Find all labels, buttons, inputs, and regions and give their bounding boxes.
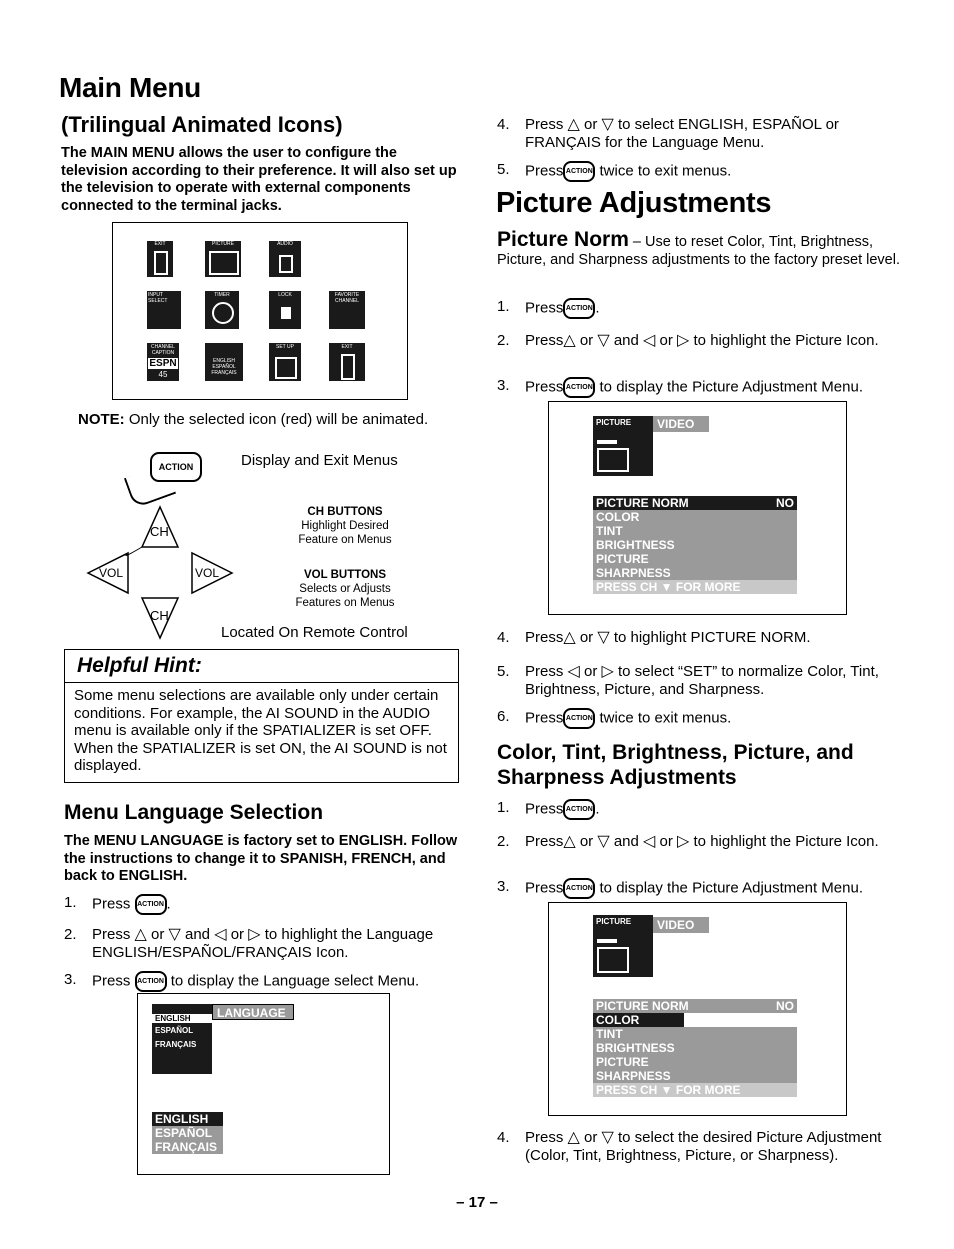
ch-up-label: CH	[150, 524, 169, 539]
picture-menu-list	[593, 496, 797, 594]
language-intro: The MENU LANGUAGE is factory set to ENGLISH. Follow the instructions to change it to SPANISH, FRENCH, and back to ENGLISH.	[64, 833, 458, 884]
audio-icon: AUDIO	[269, 241, 301, 277]
exit-icon: EXIT	[147, 241, 173, 277]
action-button-icon: ACTION	[135, 894, 167, 915]
action-button-icon: ACTION	[563, 161, 595, 182]
vol-right-icon: ▷	[248, 926, 261, 944]
action-button-icon: ACTION	[135, 971, 167, 992]
row-picture-norm: PICTURE NORM NO	[593, 999, 797, 1013]
row-footer: PRESS CH ▼ FOR MORE	[593, 1083, 797, 1097]
vol-left-icon: ◁	[214, 926, 227, 944]
option-espanol: ESPAÑOL	[152, 1126, 223, 1140]
row-color: COLOR	[593, 510, 797, 524]
row-color: COLOR	[593, 1013, 684, 1027]
ch-down-icon: ▽	[168, 926, 181, 944]
ch-down-icon: ▽	[601, 116, 614, 134]
exit-icon-2: EXIT	[329, 343, 365, 381]
action-button-icon: ACTION	[563, 708, 595, 729]
input-select-icon: INPUT SELECT	[147, 291, 181, 329]
menu-language-title: Menu Language Selection	[64, 801, 324, 824]
picture-adjustments-title: Picture Adjustments	[496, 187, 772, 219]
row-sharpness: SHARPNESS	[593, 566, 797, 580]
ch-up-icon: △	[567, 1129, 580, 1147]
section-subtitle: (Trilingual Animated Icons)	[61, 112, 343, 137]
display-exit-label: Display and Exit Menus	[241, 452, 398, 469]
located-label: Located On Remote Control	[221, 624, 408, 641]
picture-menu-screen-2	[548, 902, 847, 1116]
picture-icon: PICTURE	[205, 241, 241, 277]
page-number: – 17 –	[456, 1194, 498, 1211]
helpful-hint-box	[64, 649, 459, 783]
action-button-icon: ACTION	[563, 377, 595, 398]
hint-text: Some menu selections are available only under certain conditions. For example, the AI SOUND in the AUDIO menu is available only if the SPATIALIZER is set OFF. When the SPATIALIZER is set ON, the AI SOUND is not displayed.	[74, 687, 447, 774]
picture-menu-list	[593, 999, 797, 1097]
option-english: ENGLISH	[152, 1112, 223, 1126]
vol-left-label: VOL	[99, 566, 124, 580]
ch-down-icon: ▽	[601, 1129, 614, 1147]
tab-video: VIDEO	[653, 416, 709, 432]
language-menu-icon: ENGLISH ESPAÑOL FRANÇAIS	[152, 1004, 212, 1074]
picture-norm-desc: Picture Norm – Use to reset Color, Tint, Brightness, Picture, and Sharpness adjustments to the factory preset level.	[497, 228, 900, 268]
action-button-icon: ACTION	[563, 298, 595, 319]
color-tint-title: Color, Tint, Brightness, Picture, and Sharpness Adjustments	[497, 741, 854, 789]
vol-left-icon: ◁	[643, 833, 656, 851]
ch-up-icon: △	[563, 629, 576, 647]
picture-menu-screen-1	[548, 401, 847, 615]
page-title: Main Menu	[59, 72, 201, 103]
intro-paragraph: The MAIN MENU allows the user to configure the television according to their preference. It will also set up the television to operate with external components connected to the terminal jacks.	[61, 145, 457, 214]
ch-buttons-desc: CH BUTTONS Highlight Desired Feature on Menus	[298, 506, 392, 546]
row-footer: PRESS CH ▼ FOR MORE	[593, 580, 797, 594]
action-button-icon: ACTION	[563, 799, 595, 820]
row-brightness: BRIGHTNESS	[593, 1041, 797, 1055]
ch-up-icon: △	[563, 332, 576, 350]
ch-down-icon: ▽	[597, 332, 610, 350]
row-tint: TINT	[593, 524, 797, 538]
language-icon: ENGLISH ESPAÑOL FRANÇAIS	[205, 343, 243, 381]
tab-video: VIDEO	[653, 917, 709, 933]
language-menu-screen	[137, 993, 390, 1175]
tab-language: LANGUAGE	[212, 1004, 294, 1020]
row-picture: PICTURE	[593, 552, 797, 566]
action-button-icon: ACTION	[563, 878, 595, 899]
row-tint: TINT	[593, 1027, 797, 1041]
note: NOTE: Only the selected icon (red) will be animated.	[78, 411, 429, 428]
picture-menu-icon: PICTURE	[593, 915, 653, 977]
ch-up-icon: △	[567, 116, 580, 134]
ch-up-icon: △	[134, 926, 147, 944]
vol-right-icon: ▷	[677, 833, 690, 851]
vol-right-icon: ▷	[677, 332, 690, 350]
vol-buttons-desc: VOL BUTTONS Selects or Adjusts Features on Menus	[295, 569, 395, 609]
picture-menu-icon: PICTURE	[593, 416, 653, 476]
row-picture: PICTURE	[593, 1055, 797, 1069]
vol-left-icon: ◁	[643, 332, 656, 350]
lock-icon: LOCK	[269, 291, 301, 329]
ch-up-icon: △	[563, 833, 576, 851]
vol-right-label: VOL	[195, 566, 220, 580]
timer-icon: TIMER	[205, 291, 239, 329]
ch-down-icon: ▽	[597, 833, 610, 851]
action-button-icon: ACTION	[150, 452, 202, 482]
ch-down-label: CH	[150, 608, 169, 623]
hint-title: Helpful Hint:	[77, 654, 202, 677]
row-sharpness: SHARPNESS	[593, 1069, 797, 1083]
main-menu-icons-box	[112, 222, 408, 400]
row-brightness: BRIGHTNESS	[593, 538, 797, 552]
ch-down-icon: ▽	[597, 629, 610, 647]
favorite-channel-icon: FAVORITE CHANNEL	[329, 291, 365, 329]
option-francais: FRANÇAIS	[152, 1140, 223, 1154]
set-up-icon: SET UP	[269, 343, 301, 381]
vol-right-icon: ▷	[601, 663, 614, 681]
channel-caption-icon: CHANNEL CAPTION ESPN 45	[147, 343, 179, 381]
vol-left-icon: ◁	[567, 663, 580, 681]
row-picture-norm: PICTURE NORM NO	[593, 496, 797, 510]
